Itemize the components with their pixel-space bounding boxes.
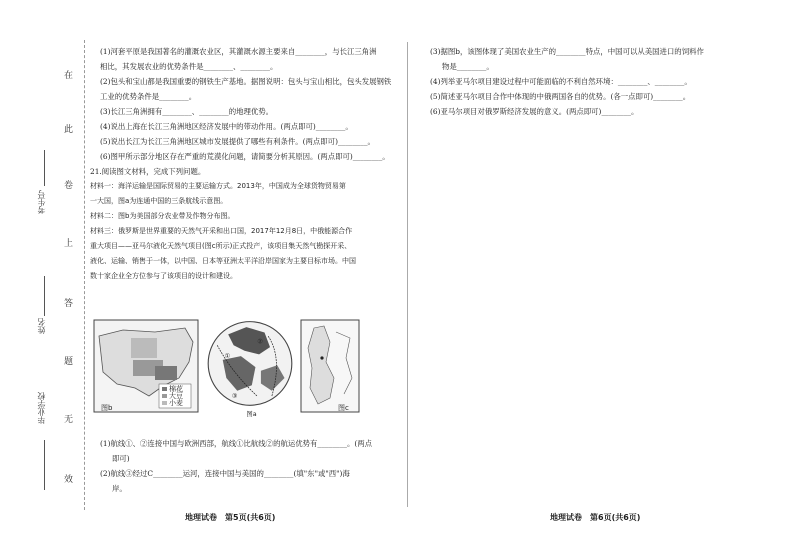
question-21: 21.阅读图文材料，完成下列问题。	[90, 167, 206, 176]
exam-number-label: 考生号	[37, 190, 46, 214]
binding-char: 此	[64, 125, 74, 135]
question-line: (6)图甲所示部分地区存在严重的荒漠化问题，请简要分析其原因。(两点即可)________。	[100, 152, 390, 161]
material-3-cont: 重大项目——亚马尔液化天然气项目(图c所示)正式投产，该项目集天然气勘探开采、	[90, 242, 352, 250]
material-3-cont: 数十家企业全方位参与了该项目的设计和建设。	[90, 272, 237, 280]
question-line: (4)说出上海在长江三角洲地区经济发展中的带动作用。(两点即可)________。	[100, 122, 353, 131]
school-line	[44, 440, 45, 490]
question-line: (2)包头和宝山都是我国重要的钢铁生产基地。据图说明：包头与宝山相比，包头发展钢铁	[100, 77, 392, 86]
question-line: 相比，其发展农业的优势条件是________、________。	[100, 62, 278, 71]
name-line	[44, 276, 45, 316]
route-label: ③	[231, 393, 238, 400]
route-label: ①	[224, 353, 231, 360]
binding-char: 答	[64, 299, 74, 309]
binding-char: 效	[64, 475, 74, 485]
material-3-cont: 液化、运输、销售于一体，以中国、日本等亚洲太平洋沿岸国家为主要目标市场。中国	[90, 257, 356, 265]
legend-label: 大豆	[169, 392, 183, 400]
question-line: (3)长江三角洲拥有________、________的地理优势。	[100, 107, 274, 116]
material-3: 材料三：俄罗斯是世界重要的天然气开采和出口国，2017年12月8日，中俄能源合作	[90, 227, 353, 235]
question-line: (6)亚马尔项目对俄罗斯经济发展的意义。(两点即可)________。	[430, 107, 639, 116]
question-line: (2)航线③经过C________运河，连接中国与美国的________(填"东"或"西")海	[100, 469, 350, 478]
figure-a-globe-routes	[200, 318, 300, 418]
figure-b-caption: 图b	[101, 404, 113, 412]
legend-label: 棉花	[169, 385, 183, 393]
figure-b-us-agriculture-map	[93, 318, 199, 418]
question-line: (3)据图b，该图体现了美国农业生产的________特点，中国可以从美国进口的饲料作	[430, 47, 704, 56]
question-line: 工业的优势条件是________。	[100, 92, 197, 101]
material-1-cont: 一大国，图a为连通中国的三条航线示意图。	[90, 197, 228, 205]
material-1: 材料一：海洋运输是国际贸易的主要运输方式。2013年，中国成为全球货物贸易第	[90, 182, 346, 190]
question-line: (5)简述亚马尔项目合作中体现的中俄两国各自的优势。(各一点即可)________。	[430, 92, 691, 101]
left-page	[90, 44, 400, 284]
binding-char: 无	[64, 415, 74, 425]
question-line: (4)列举亚马尔项目建设过程中可能面临的不利自然环境：________、________。	[430, 77, 692, 86]
name-label: 姓名	[37, 318, 46, 334]
figure-a-caption: 图a	[246, 411, 257, 418]
figure-c-yamal-map	[300, 318, 360, 418]
binding-char: 题	[64, 357, 74, 367]
page-divider	[407, 42, 408, 507]
binding-char: 在	[64, 71, 74, 81]
seal-line	[84, 40, 85, 510]
question-line: 即可)	[112, 454, 130, 463]
material-2: 材料二：图b为美国部分农业带及作物分布图。	[90, 212, 235, 220]
exam-number-line	[44, 150, 45, 186]
figure-c-caption: 图c	[338, 404, 349, 412]
left-page-questions	[90, 436, 400, 496]
question-line: (5)说出长江为长江三角洲地区城市发展提供了哪些有利条件。(两点即可)________。	[100, 137, 375, 146]
binding-margin	[37, 40, 84, 510]
binding-char: 卷	[64, 181, 74, 191]
right-page-footer: 地理试卷 第6页(共6页)	[550, 513, 641, 522]
right-page	[420, 44, 770, 119]
route-label: ②	[257, 338, 263, 346]
question-line: (1)河套平原是我国著名的灌溉农业区，其灌溉水源主要来自________，与长江三角洲	[100, 47, 377, 56]
question-line: 岸。	[112, 484, 127, 493]
left-page-footer: 地理试卷 第5页(共6页)	[185, 513, 276, 522]
binding-char: 上	[64, 239, 74, 249]
question-line: 物是________。	[442, 62, 494, 71]
legend-label: 小麦	[169, 399, 183, 407]
question-line: (1)航线①、②连接中国与欧洲西部，航线①比航线②的航运优势有________。(两点	[100, 439, 373, 448]
school-label: 毕业学校	[37, 392, 46, 424]
